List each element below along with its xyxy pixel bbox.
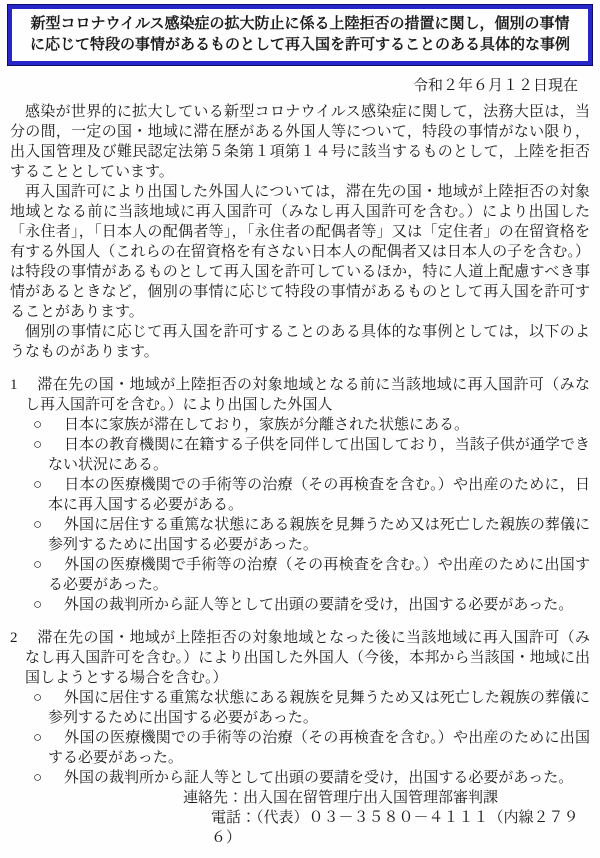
circle-bullet-icon: ○ bbox=[33, 437, 43, 453]
circle-bullet-icon: ○ bbox=[33, 477, 43, 493]
section-2-heading bbox=[10, 628, 590, 688]
section-2-heading-text: 滞在先の国・地域が上陸拒否の対象地域となった後に当該地域に再入国許可（みなし再入国許可を含む。）により出国した外国人（今後，本邦から当該国・地域に出国しようとする場合を含む。） bbox=[25, 630, 590, 686]
list-item bbox=[10, 595, 590, 615]
list-item bbox=[10, 515, 590, 555]
list-item-text: 日本の医療機関での手術等の治療（その再検査を含む。）や出産のために，日本に再入国する必要がある。 bbox=[48, 477, 590, 513]
circle-bullet-icon: ○ bbox=[33, 517, 43, 533]
intro-paragraph-2: 再入国許可により出国した外国人については，滞在先の国・地域が上陸拒否の対象地域となる前に当該地域に再入国許可（みなし再入国許可を含む。）により出国した「永住者」，「日本人の配偶者等」，「永住者の配偶者等」又は「定住者」の在留資格を有する外国人（これらの在留資格を有さない日本人の配偶者又は日本人の子を含む。）は特段の事情があるものとして再入国を許可しているほか，特に人道上配慮すべき事情があるときなど，個別の事情に応じて特段の事情があるものとして再入国を許可することがあります。 bbox=[10, 184, 590, 320]
list-item-text: 外国に居住する重篤な状態にある親族を見舞うため又は死亡した親族の葬儀に参列するために出国する必要があった。 bbox=[48, 517, 590, 553]
circle-bullet-icon: ○ bbox=[33, 770, 43, 786]
list-item-text: 日本の教育機関に在籍する子供を同伴して出国しており，当該子供が通学できない状況にある。 bbox=[48, 437, 590, 473]
title-box bbox=[8, 5, 592, 65]
list-item-text: 外国の裁判所から証人等として出頭の要請を受け，出国する必要があった。 bbox=[64, 770, 574, 786]
section-2-number: 2 bbox=[10, 630, 18, 646]
circle-bullet-icon: ○ bbox=[33, 730, 43, 746]
list-item-text: 日本に家族が滞在しており，家族が分離された状態にある。 bbox=[64, 417, 470, 433]
list-item bbox=[10, 555, 590, 595]
circle-bullet-icon: ○ bbox=[33, 690, 43, 706]
list-item bbox=[10, 475, 590, 515]
list-item-text: 外国に居住する重篤な状態にある親族を見舞うため又は死亡した親族の葬儀に参列するために出国する必要があった。 bbox=[48, 690, 590, 726]
list-item-text: 外国の医療機関で手術等の治療（その再検査を含む。）や出産のために出国する必要があった。 bbox=[48, 557, 590, 593]
date-line: 令和２年６月１２日現在 bbox=[412, 78, 578, 94]
circle-bullet-icon: ○ bbox=[33, 417, 43, 433]
list-item-text: 外国の裁判所から証人等として出頭の要請を受け，出国する必要があった。 bbox=[64, 597, 574, 613]
section-2 bbox=[10, 628, 590, 788]
section-1 bbox=[10, 375, 590, 615]
circle-bullet-icon: ○ bbox=[33, 597, 43, 613]
list-item bbox=[10, 415, 590, 435]
document-title: 新型コロナウイルス感染症の拡大防止に係る上陸拒否の措置に関し，個別の事情に応じて特段の事情があるものとして再入国を許可することのある具体的な事例 bbox=[29, 16, 570, 53]
intro-paragraph-1: 感染が世界的に拡大している新型コロナウイルス感染症に関して，法務大臣は，当分の間，一定の国・地域に滞在歴がある外国人等について，特段の事情がない限り，出入国管理及び難民認定法第５条第１項第１４号に該当するものとして，上陸を拒否することとしています。 bbox=[10, 104, 590, 180]
contact-footer bbox=[0, 788, 600, 858]
circle-bullet-icon: ○ bbox=[33, 557, 43, 573]
section-1-heading bbox=[10, 375, 590, 415]
document-body bbox=[0, 102, 600, 788]
list-item bbox=[10, 728, 590, 768]
list-item bbox=[10, 768, 590, 788]
section-1-number: 1 bbox=[10, 377, 18, 393]
list-item bbox=[10, 435, 590, 475]
phone-line: 電話：（代表）０３－３５８０－４１１１（内線２７９６） bbox=[211, 810, 579, 846]
list-item-text: 外国の医療機関での手術等の治療（その再検査を含む。）や出産のために出国する必要があった。 bbox=[48, 730, 590, 766]
list-item bbox=[10, 688, 590, 728]
section-1-heading-text: 滞在先の国・地域が上陸拒否の対象地域となる前に当該地域に再入国許可（みなし再入国許可を含む。）により出国した外国人 bbox=[25, 377, 590, 413]
contact-line: 連絡先：出入国在留管理庁出入国管理部審判課 bbox=[183, 790, 499, 806]
intro-paragraph-3: 個別の事情に応じて再入国を許可することのある具体的な事例としては，以下のようなものがあります。 bbox=[10, 324, 590, 360]
